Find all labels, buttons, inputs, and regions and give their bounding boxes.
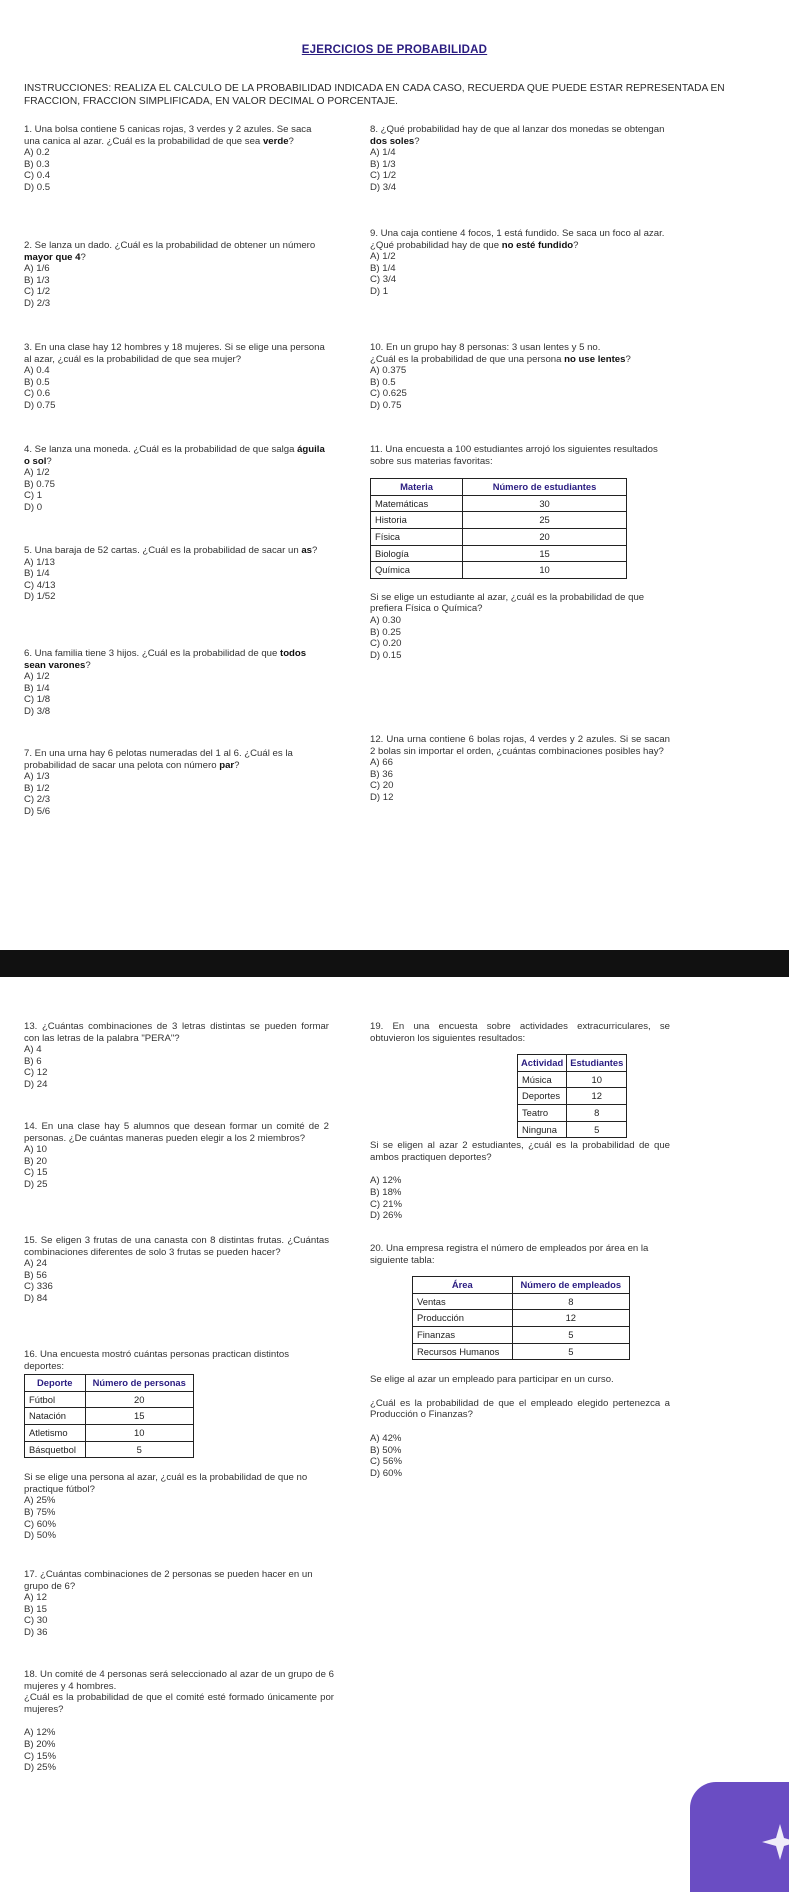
option[interactable]: C) 1/2 [370, 170, 397, 182]
activities-table [517, 1054, 627, 1138]
option[interactable]: B) 1/4 [24, 682, 50, 694]
table-row: Finanzas 5 [413, 1326, 630, 1343]
question-1: 1. Una bolsa contiene 5 canicas rojas, 3 verdes y 2 azules. Se saca una canica al azar. ¿Cuál es la probabilidad de que sea verde? A) 0.2 B) 0.3 C) 0.4 D) 0.5 [24, 124, 329, 194]
option[interactable]: A) 24 [24, 1258, 47, 1270]
option[interactable]: A) 66 [370, 757, 393, 769]
option[interactable]: A) 0.375 [370, 365, 407, 377]
table-row: Matemáticas 30 [371, 495, 627, 512]
option[interactable]: C) 336 [24, 1281, 53, 1293]
table-header: Área [413, 1277, 513, 1294]
option[interactable]: D) 0 [24, 501, 43, 513]
option[interactable]: A) 1/2 [24, 671, 50, 683]
option[interactable]: B) 1/2 [24, 782, 50, 794]
table-row: Química 10 [371, 562, 627, 579]
option[interactable]: C) 0.625 [370, 388, 407, 400]
table-row: Biología 15 [371, 545, 627, 562]
question-11: 11. Una encuesta a 100 estudiantes arrojó los siguientes resultados sobre sus materias favoritas: Materia Número de estudiantes Matemáticas 30 Historia 25 Física 20 Biología 15 Química 10 Si se elige un estudiante al azar, ¿cuál es la probabilidad de que prefiera Física o Química? A) 0.30 B) 0.25 C) 0.20 D) 0.15 [370, 444, 670, 661]
option[interactable]: C) 60% [24, 1518, 56, 1530]
question-6: 6. Una familia tiene 3 hijos. ¿Cuál es la probabilidad de que todos sean varones? A) 1/2 B) 1/4 C) 1/8 D) 3/8 [24, 648, 329, 718]
question-7: 7. En una urna hay 6 pelotas numeradas del 1 al 6. ¿Cuál es la probabilidad de sacar una pelota con número par? A) 1/3 B) 1/2 C) 2/3 D) 5/6 [24, 748, 329, 818]
option[interactable]: B) 0.5 [24, 376, 50, 388]
question-2: 2. Se lanza un dado. ¿Cuál es la probabilidad de obtener un número mayor que 4? A) 1/6 B) 1/3 C) 1/2 D) 2/3 [24, 240, 329, 310]
question-15: 15. Se eligen 3 frutas de una canasta con 8 distintas frutas. ¿Cuántas combinaciones diferentes de solo 3 frutas se pueden hacer? A) 24 B) 56 C) 336 D) 84 [24, 1235, 329, 1304]
option[interactable]: C) 15 [24, 1167, 48, 1179]
table-row: Recursos Humanos 5 [413, 1343, 630, 1360]
table-row: Teatro 8 [518, 1104, 627, 1121]
option[interactable]: D) 0.5 [24, 181, 51, 193]
option[interactable]: C) 2/3 [24, 794, 51, 806]
table-row: Física 20 [371, 528, 627, 545]
table-header: Número de estudiantes [463, 479, 627, 496]
option[interactable]: C) 3/4 [370, 274, 397, 286]
option[interactable]: A) 42% [370, 1432, 402, 1444]
option[interactable]: A) 1/4 [370, 147, 396, 159]
option[interactable]: C) 0.4 [24, 170, 51, 182]
corner-decoration [690, 1782, 789, 1892]
option[interactable]: A) 1/6 [24, 263, 50, 275]
sparkle-icon [760, 1822, 789, 1862]
option[interactable]: B) 36 [370, 768, 393, 780]
option[interactable]: A) 0.30 [370, 614, 401, 626]
table-row: Fútbol 20 [25, 1391, 194, 1408]
option[interactable]: B) 0.5 [370, 376, 396, 388]
question-17: 17. ¿Cuántas combinaciones de 2 personas se pueden hacer en un grupo de 6? A) 12 B) 15 C) 30 D) 36 [24, 1569, 334, 1639]
option[interactable]: B) 50% [370, 1444, 402, 1456]
option[interactable]: B) 1/4 [24, 568, 50, 580]
option[interactable]: A) 1/13 [24, 556, 55, 568]
question-18: 18. Un comité de 4 personas será seleccionado al azar de un grupo de 6 mujeres y 4 hombres. ¿Cuál es la probabilidad de que el comité esté formado únicamente por mujeres? A) 12% B) 20% C) 15% D) 25% [24, 1669, 334, 1774]
option[interactable]: D) 5/6 [24, 805, 51, 817]
option[interactable]: D) 0.75 [370, 399, 402, 411]
option[interactable]: A) 12% [24, 1727, 56, 1739]
option[interactable]: D) 25 [24, 1178, 48, 1190]
option[interactable]: D) 1 [370, 285, 389, 297]
option[interactable]: D) 50% [24, 1530, 56, 1542]
question-20: 20. Una empresa registra el número de empleados por área en la siguiente tabla: Área Número de empleados Ventas 8 Producción 12 Finanzas 5 Recursos Humanos 5 Se elige al azar un empleado para participar en un curso. ¿Cuál es la probabilidad de que el empleado elegido pertenezca a Producción o Finanzas? A) 42% B) 50% C) 56% D) 60% [370, 1243, 670, 1479]
option[interactable]: A) 0.2 [24, 147, 50, 159]
option[interactable]: D) 25% [24, 1762, 56, 1774]
option[interactable]: C) 4/13 [24, 579, 56, 591]
option[interactable]: D) 12 [370, 791, 394, 803]
option[interactable]: B) 1/4 [370, 262, 396, 274]
instructions: INSTRUCCIONES: REALIZA EL CALCULO DE LA PROBABILIDAD INDICADA EN CADA CASO, RECUERDA QUE PUEDE ESTAR REPRESENTADA EN FRACCION, FRACCION SIMPLIFICADA, EN VALOR DECIMAL O PORCENTAJE. [24, 83, 725, 107]
option[interactable]: C) 20 [370, 780, 394, 792]
option[interactable]: B) 75% [24, 1506, 56, 1518]
table-header: Estudiantes [567, 1055, 627, 1072]
option[interactable]: C) 56% [370, 1456, 402, 1468]
option[interactable]: D) 26% [370, 1210, 402, 1222]
option[interactable]: A) 12% [370, 1175, 402, 1187]
option[interactable]: C) 1 [24, 490, 43, 502]
option[interactable]: C) 0.20 [370, 638, 402, 650]
option[interactable]: B) 20 [24, 1155, 47, 1167]
option[interactable]: D) 0.75 [24, 399, 56, 411]
table-row: Atletismo 10 [25, 1424, 194, 1441]
question-3: 3. En una clase hay 12 hombres y 18 mujeres. Si se elige una persona al azar, ¿cuál es la probabilidad de que sea mujer? A) 0.4 B) 0.5 C) 0.6 D) 0.75 [24, 342, 329, 412]
option[interactable]: B) 1/3 [370, 158, 396, 170]
option[interactable]: B) 6 [24, 1055, 42, 1067]
option[interactable]: A) 12 [24, 1592, 47, 1604]
question-10: 10. En un grupo hay 8 personas: 3 usan lentes y 5 no. ¿Cuál es la probabilidad de que una persona no use lentes? A) 0.375 B) 0.5 C) 0.625 D) 0.75 [370, 342, 670, 412]
option[interactable]: B) 0.3 [24, 158, 50, 170]
table-header: Materia [371, 479, 463, 496]
option[interactable]: A) 4 [24, 1044, 42, 1056]
table-header: Actividad [518, 1055, 567, 1072]
option[interactable]: D) 24 [24, 1078, 48, 1090]
option[interactable]: D) 60% [370, 1467, 402, 1479]
table-row: Natación 15 [25, 1408, 194, 1425]
question-19: 19. En una encuesta sobre actividades extracurriculares, se obtuvieron los siguientes resultados: Actividad Estudiantes Música 10 Deportes 12 Teatro 8 Ninguna 5 Si se eligen al azar 2 estudiantes, ¿cuál es la probabilidad de que ambos practiquen deportes? A) 12% B) 18% C) 21% D) 26% [370, 1021, 670, 1222]
question-8: 8. ¿Qué probabilidad hay de que al lanzar dos monedas se obtengan dos soles? A) 1/4 B) 1/3 C) 1/2 D) 3/4 [370, 124, 670, 194]
option[interactable]: B) 0.25 [370, 626, 401, 638]
question-4: 4. Se lanza una moneda. ¿Cuál es la probabilidad de que salga águila o sol? A) 1/2 B) 0.75 C) 1 D) 0 [24, 444, 329, 514]
option[interactable]: D) 3/4 [370, 181, 397, 193]
option[interactable]: C) 15% [24, 1750, 56, 1762]
question-9: 9. Una caja contiene 4 focos, 1 está fundido. Se saca un foco al azar. ¿Qué probabilidad hay de que no esté fundido? A) 1/2 B) 1/4 C) 3/4 D) 1 [370, 228, 670, 298]
table-header: Deporte [25, 1375, 86, 1392]
question-13: 13. ¿Cuántas combinaciones de 3 letras distintas se pueden formar con las letras de la palabra "PERA"? A) 4 B) 6 C) 12 D) 24 [24, 1021, 329, 1090]
option[interactable]: C) 30 [24, 1615, 48, 1627]
page-separator [0, 950, 789, 977]
table-row: Producción 12 [413, 1310, 630, 1327]
option[interactable]: D) 2/3 [24, 297, 51, 309]
option[interactable]: A) 1/2 [24, 467, 50, 479]
option[interactable]: C) 1/2 [24, 286, 51, 298]
option[interactable]: B) 20% [24, 1738, 56, 1750]
question-14: 14. En una clase hay 5 alumnos que desean formar un comité de 2 personas. ¿De cuántas maneras pueden elegir a los 2 miembros? A) 10 B) 20 C) 15 D) 25 [24, 1121, 329, 1190]
option[interactable]: D) 3/8 [24, 705, 51, 717]
sports-table [24, 1374, 194, 1458]
table-header: Número de personas [85, 1375, 194, 1392]
option[interactable]: C) 21% [370, 1198, 402, 1210]
table-row: Deportes 12 [518, 1088, 627, 1105]
option[interactable]: A) 0.4 [24, 365, 50, 377]
option[interactable]: C) 12 [24, 1067, 48, 1079]
worksheet-page-2 [0, 977, 789, 1858]
option[interactable]: D) 1/52 [24, 591, 56, 603]
option[interactable]: B) 1/3 [24, 274, 50, 286]
option[interactable]: D) 84 [24, 1292, 48, 1304]
option[interactable]: A) 10 [24, 1144, 47, 1156]
table-row: Ventas 8 [413, 1293, 630, 1310]
table-row: Básquetbol 5 [25, 1441, 194, 1458]
question-5: 5. Una baraja de 52 cartas. ¿Cuál es la probabilidad de sacar un as? A) 1/13 B) 1/4 C) 4/13 D) 1/52 [24, 545, 329, 603]
table-header: Número de empleados [512, 1277, 629, 1294]
table-row: Historia 25 [371, 512, 627, 529]
subjects-table [370, 478, 627, 579]
table-row: Ninguna 5 [518, 1121, 627, 1138]
option[interactable]: B) 56 [24, 1269, 47, 1281]
option[interactable]: C) 0.6 [24, 388, 51, 400]
question-12: 12. Una urna contiene 6 bolas rojas, 4 verdes y 2 azules. Si se sacan 2 bolas sin importar el orden, ¿cuántas combinaciones posibles hay? A) 66 B) 36 C) 20 D) 12 [370, 734, 670, 803]
option[interactable]: B) 0.75 [24, 478, 55, 490]
option[interactable]: B) 15 [24, 1603, 47, 1615]
option[interactable]: B) 18% [370, 1186, 402, 1198]
table-row: Música 10 [518, 1071, 627, 1088]
option[interactable]: C) 1/8 [24, 694, 51, 706]
page-title: EJERCICIOS DE PROBABILIDAD [301, 44, 488, 56]
option[interactable]: A) 1/3 [24, 771, 50, 783]
option[interactable]: D) 36 [24, 1626, 48, 1638]
question-16: 16. Una encuesta mostró cuántas personas practican distintos deportes: Deporte Número de personas Fútbol 20 Natación 15 Atletismo 10 Básquetbol 5 Si se elige una persona al azar, ¿cuál es la probabilidad de que no practique fútbol? A) 25% B) 75% C) 60% D) 50% [24, 1349, 329, 1542]
option[interactable]: A) 25% [24, 1495, 56, 1507]
option[interactable]: A) 1/2 [370, 251, 396, 263]
employees-table [412, 1276, 630, 1360]
option[interactable]: D) 0.15 [370, 649, 402, 661]
